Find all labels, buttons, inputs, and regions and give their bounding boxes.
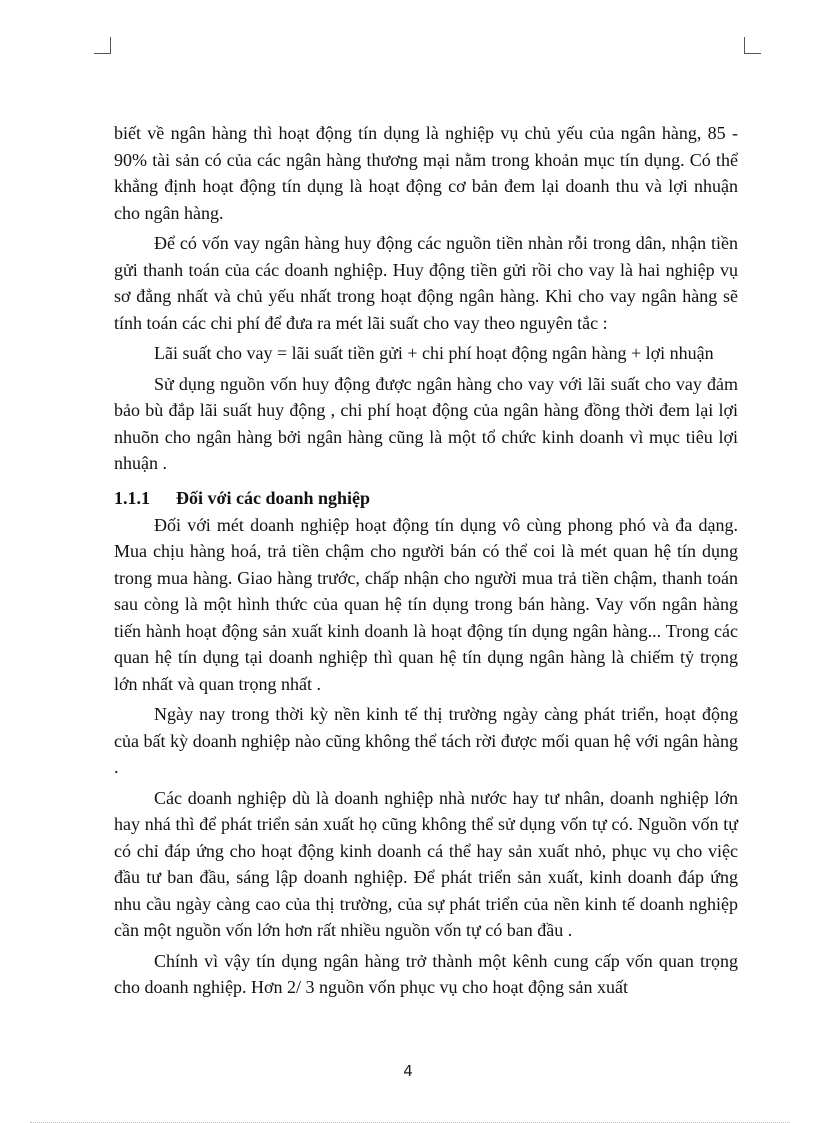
page-number: 4 [403,1062,413,1080]
section-number: 1.1.1 [114,487,150,508]
paragraph-conclusion: Chính vì vậy tín dụng ngân hàng trở thành một kênh cung cấp vốn quan trọng cho doanh nghiệp. Hơn 2/ 3 nguồn vốn phục vụ cho hoạt động sản xuất [114,950,738,997]
paragraph-capital-usage: Sử dụng nguồn vốn huy động được ngân hàng cho vay với lãi suất cho vay đảm bảo bù đắp lãi suất huy động , chi phí hoạt động của ngân hàng đồng thời đem lại lợi nhuõn cho ngân hàng bởi ngân hàng cũng là một tổ chức kinh doanh vì mục tiêu lợi nhuận . [114,373,738,473]
paragraph-loan-capital: Để có vốn vay ngân hàng huy động các nguồn tiền nhàn rỗi trong dân, nhận tiền gửi thanh toán của các doanh nghiệp. Huy động tiền gửi rồi cho vay là hai nghiệp vụ sơ đẳng nhất và chủ yếu nhất trong hoạt động ngân hàng. Khi cho vay ngân hàng sẽ tính toán các chi phí để đưa ra mét lãi suất cho vay theo nguyên tắc : [114,233,738,333]
paragraph-continued: biết về ngân hàng thì hoạt động tín dụng là nghiệp vụ chủ yếu của ngân hàng, 85 - 90% tài sản có của các ngân hàng thương mại nằm trong khoản mục tín dụng. Có thể khẳng định hoạt động tín dụng là hoạt động cơ bản đem lại doanh thu và lợi nhuận cho ngân hàng. [114,123,738,223]
section-heading [114,485,738,512]
paragraph-credit-enterprise: Đối với mét doanh nghiệp hoạt động tín dụng vô cùng phong phó và đa dạng. Mua chịu hàng hoá, trả tiền chậm cho người bán có thể coi là mét quan hệ tín dụng trong mua hàng. Giao hàng trước, chấp nhận cho người mua trả tiền chậm, thanh toán sau còng là một hình thức của quan hệ tín dụng trong bán hàng. Vay vốn ngân hàng tiến hành hoạt động sản xuất kinh doanh là hoạt động tín dụng ngân hàng... Trong các quan hệ tín dụng tại doanh nghiệp thì quan hệ tín dụng ngân hàng là chiếm tỷ trọng lớn nhất và quan trọng nhất . [114,514,738,694]
section-title: Đối với các doanh nghiệp [176,487,371,508]
document-body [114,120,738,1005]
crop-mark-top-left [94,37,111,54]
crop-mark-top-right [744,37,761,54]
paragraph-enterprise-capital: Các doanh nghiệp dù là doanh nghiệp nhà nước hay tư nhân, doanh nghiệp lớn hay nhá thì để phát triển sản xuất họ cũng không thể sử dụng vốn tự có. Nguồn vốn tự có chỉ đáp ứng cho hoạt động kinh doanh cá thể hay sản xuất nhỏ, phục vụ cho việc đầu tư ban đầu, sáng lập doanh nghiệp. Để phát triển sản xuất, kinh doanh đáp ứng nhu cầu ngày càng cao của thị trường, của sự phát triển của nền kinh tế doanh nghiệp cần một nguồn vốn lớn hơn rất nhiều nguồn vốn tự có ban đầu . [114,787,738,940]
paragraph-interest-formula: Lãi suất cho vay = lãi suất tiền gửi + chi phí hoạt động ngân hàng + lợi nhuận [154,343,714,363]
paragraph-market-economy: Ngày nay trong thời kỳ nền kinh tế thị trường ngày càng phát triển, hoạt động của bất kỳ doanh nghiệp nào cũng không thể tách rời được mối quan hệ với ngân hàng . [114,704,738,777]
